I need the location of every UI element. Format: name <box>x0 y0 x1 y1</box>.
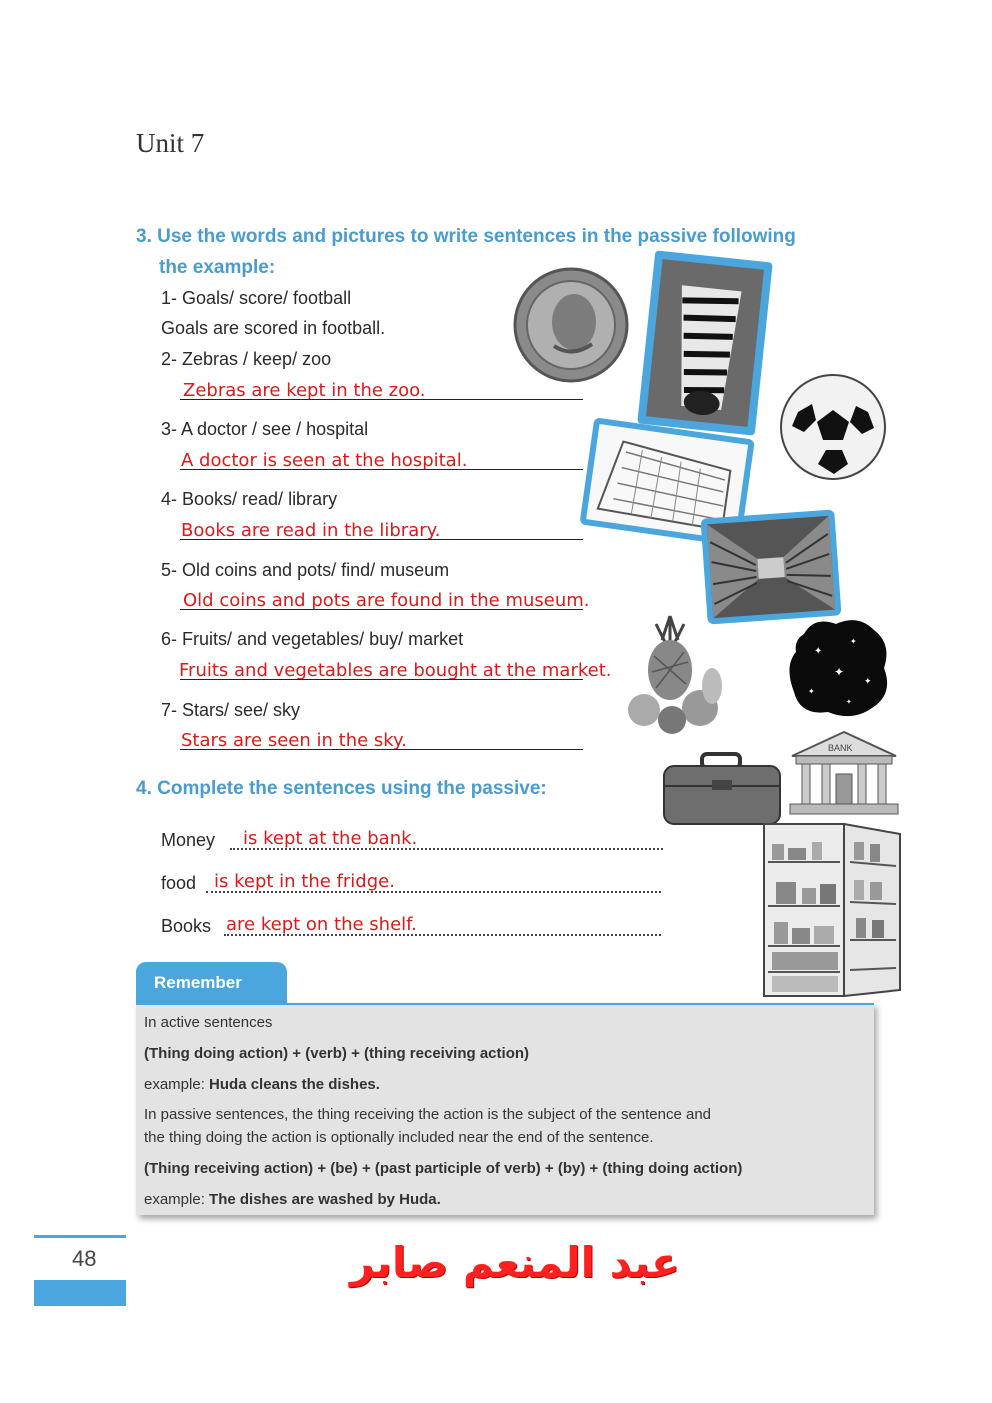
item2-prompt: 2- Zebras / keep/ zoo <box>161 349 332 369</box>
item5-prompt: 5- Old coins and pots/ find/ museum <box>161 560 450 580</box>
night-sky-image <box>784 614 894 720</box>
svg-text:✦: ✦ <box>850 637 857 646</box>
page-number: 48 <box>72 1246 97 1271</box>
fruits-image <box>616 612 728 740</box>
item3-prompt: 3- A doctor / see / hospital <box>161 419 369 439</box>
item7-prompt: 7- Stars/ see/ sky <box>161 700 301 720</box>
item6-prompt: 6- Fruits/ and vegetables/ buy/ market <box>161 629 464 649</box>
remember-line4a: In passive sentences, the thing receiving the action is the subject of the sentence and <box>144 1106 712 1123</box>
fridge-image <box>762 822 904 1000</box>
remember-line3-example: Huda cleans the dishes. <box>209 1076 380 1093</box>
remember-line3 <box>144 1076 380 1093</box>
bank-sign: BANK <box>828 743 853 753</box>
zebra-image <box>636 248 774 438</box>
ex4-item3-answer: are kept on the shelf. <box>226 914 417 935</box>
bag-image <box>660 750 784 828</box>
exercise3-heading-line1: 3. Use the words and pictures to write sentences in the passive following <box>136 226 796 247</box>
item2-answer-line <box>180 399 583 400</box>
item6-answer-line <box>180 679 583 680</box>
remember-box <box>136 1003 874 1215</box>
svg-text:✦: ✦ <box>864 677 872 687</box>
item4-answer: Books are read in the library. <box>181 520 441 541</box>
coin-image <box>512 266 630 384</box>
item5-answer-line <box>180 609 583 610</box>
remember-line1: In active sentences <box>144 1014 273 1031</box>
remember-line4b: the thing doing the action is optionally included near the end of the sentence. <box>144 1129 654 1146</box>
item1-example-answer: Goals are scored in football. <box>161 318 386 338</box>
svg-text:✦: ✦ <box>834 665 845 679</box>
remember-line2: (Thing doing action) + (verb) + (thing receiving action) <box>144 1045 530 1062</box>
ex4-item1-subject: Money <box>161 830 216 850</box>
remember-line6-example: The dishes are washed by Huda. <box>209 1191 441 1208</box>
unit-title: Unit 7 <box>136 128 205 158</box>
football-image <box>778 372 888 482</box>
ex4-item1-answer: is kept at the bank. <box>243 828 418 849</box>
item7-answer-line <box>180 749 583 750</box>
remember-line6 <box>144 1191 441 1208</box>
item3-answer-line <box>180 469 583 470</box>
item4-answer-line <box>180 539 583 540</box>
item6-answer: Fruits and vegetables are bought at the market. <box>179 660 612 681</box>
bank-image <box>786 730 902 816</box>
ex4-item2-answer: is kept in the fridge. <box>214 871 395 892</box>
remember-line6-prefix: example: <box>144 1191 210 1208</box>
library-image <box>698 508 844 626</box>
remember-line5: (Thing receiving action) + (be) + (past participle of verb) + (by) + (thing doing action) <box>144 1160 743 1177</box>
svg-text:✦: ✦ <box>846 698 852 706</box>
item3-answer: A doctor is seen at the hospital. <box>181 450 468 471</box>
remember-tab: Remember <box>136 962 287 1004</box>
exercise4-heading: 4. Complete the sentences using the passive: <box>136 778 547 799</box>
page-footer-bar <box>34 1280 126 1306</box>
page-number-rule <box>34 1235 126 1238</box>
ex4-item2-subject: food <box>161 873 197 893</box>
item5-answer: Old coins and pots are found in the museum. <box>183 590 590 611</box>
svg-text:✦: ✦ <box>808 687 815 696</box>
item1-prompt: 1- Goals/ score/ football <box>161 288 352 308</box>
handwritten-signature: عبد المنعم صابر <box>350 1238 680 1287</box>
item7-answer: Stars are seen in the sky. <box>181 730 407 751</box>
item2-answer: Zebras are kept in the zoo. <box>183 380 426 401</box>
svg-text:✦: ✦ <box>814 646 823 657</box>
ex4-item3-subject: Books <box>161 916 212 936</box>
exercise3-heading-line2: the example: <box>159 257 276 278</box>
item4-prompt: 4- Books/ read/ library <box>161 489 338 509</box>
remember-line3-prefix: example: <box>144 1076 210 1093</box>
